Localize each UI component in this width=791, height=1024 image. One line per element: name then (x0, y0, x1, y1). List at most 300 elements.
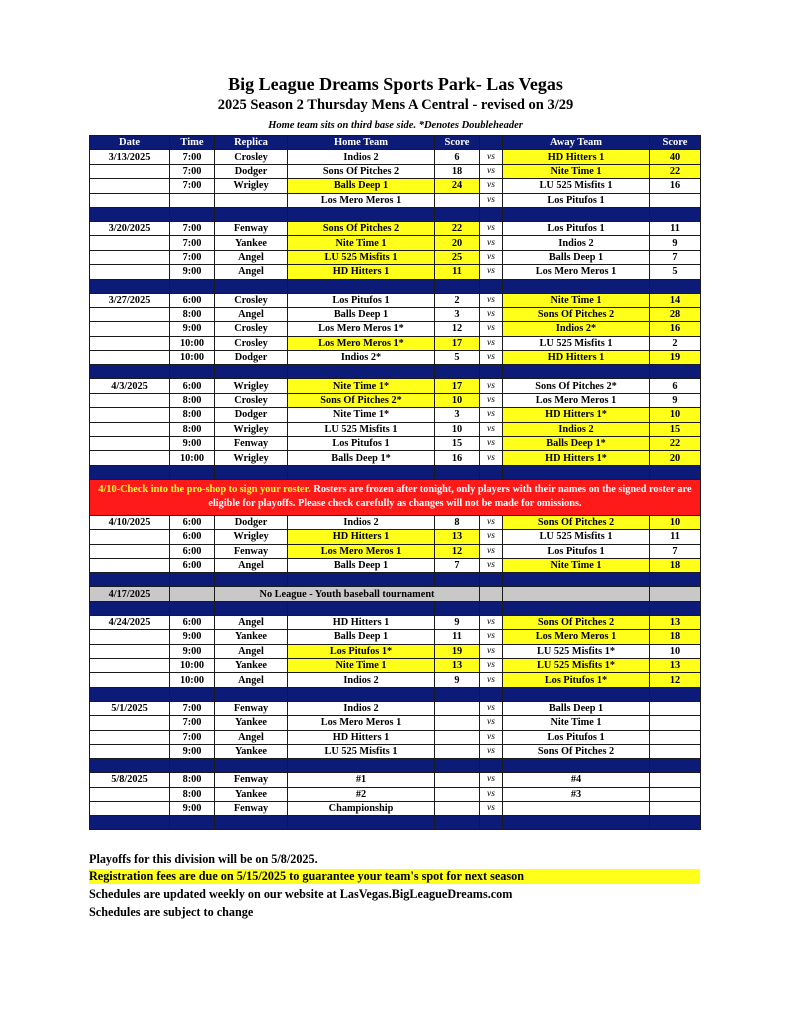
game-date: 4/10/2025 (90, 515, 170, 529)
away-score: 10 (650, 644, 701, 658)
separator-cell (170, 207, 215, 221)
website-note: Schedules are updated weekly on our website at LasVegas.BigLeagueDreams.com (89, 887, 513, 901)
game-time: 8:00 (170, 307, 215, 321)
away-team: Sons Of Pitches 2 (503, 515, 650, 529)
game-time: 9:00 (170, 322, 215, 336)
game-field: Dodger (215, 515, 288, 529)
away-score: 10 (650, 515, 701, 529)
away-score: 11 (650, 221, 701, 235)
game-row (90, 379, 701, 393)
home-score: 15 (435, 437, 480, 451)
game-field: Angel (215, 307, 288, 321)
vs-label: vs (480, 730, 503, 744)
separator-cell (435, 573, 480, 587)
no-league-text: No League - Youth baseball tournament (215, 587, 480, 601)
away-score: 13 (650, 658, 701, 672)
game-row (90, 658, 701, 672)
away-score (650, 744, 701, 758)
game-time: 6:00 (170, 515, 215, 529)
away-team: Nite Time 1 (503, 293, 650, 307)
away-team (503, 802, 650, 816)
game-time: 6:00 (170, 293, 215, 307)
away-score: 6 (650, 379, 701, 393)
home-team: Balls Deep 1 (288, 558, 435, 572)
game-field (215, 193, 288, 207)
home-score: 2 (435, 293, 480, 307)
game-field: Yankee (215, 658, 288, 672)
away-score (650, 730, 701, 744)
game-time: 10:00 (170, 351, 215, 365)
separator-row (90, 207, 701, 221)
game-time: 7:00 (170, 730, 215, 744)
away-team: Indios 2 (503, 422, 650, 436)
table-header-row (90, 136, 701, 150)
game-time: 6:00 (170, 615, 215, 629)
game-row (90, 544, 701, 558)
separator-cell (480, 279, 503, 293)
game-date (90, 802, 170, 816)
away-score: 2 (650, 336, 701, 350)
game-row (90, 437, 701, 451)
vs-label: vs (480, 451, 503, 465)
game-row (90, 393, 701, 407)
vs-label: vs (480, 422, 503, 436)
separator-row (90, 601, 701, 615)
game-date (90, 437, 170, 451)
separator-cell (90, 816, 170, 830)
home-score: 11 (435, 265, 480, 279)
game-row (90, 515, 701, 529)
vs-label: vs (480, 673, 503, 687)
separator-cell (90, 759, 170, 773)
home-score (435, 773, 480, 787)
vs-label: vs (480, 322, 503, 336)
home-team: Indios 2* (288, 351, 435, 365)
page-title: Big League Dreams Sports Park- Las Vegas (228, 74, 563, 94)
home-team: Indios 2 (288, 701, 435, 715)
away-team: #4 (503, 773, 650, 787)
game-row (90, 730, 701, 744)
game-time: 10:00 (170, 336, 215, 350)
separator-cell (503, 279, 650, 293)
separator-cell (435, 279, 480, 293)
game-time: 7:00 (170, 150, 215, 164)
away-score (650, 701, 701, 715)
separator-cell (503, 465, 650, 479)
home-team: Balls Deep 1 (288, 630, 435, 644)
home-score: 9 (435, 615, 480, 629)
separator-cell (288, 365, 435, 379)
separator-cell (435, 365, 480, 379)
game-time: 8:00 (170, 787, 215, 801)
game-date (90, 730, 170, 744)
home-team: Los Mero Meros 1* (288, 322, 435, 336)
game-row (90, 293, 701, 307)
home-team: LU 525 Misfits 1 (288, 250, 435, 264)
game-field: Fenway (215, 544, 288, 558)
game-time: 8:00 (170, 393, 215, 407)
vs-label: vs (480, 393, 503, 407)
away-team: Los Pitufos 1 (503, 193, 650, 207)
game-date (90, 236, 170, 250)
game-row (90, 773, 701, 787)
home-score: 12 (435, 322, 480, 336)
home-score: 19 (435, 644, 480, 658)
away-score (650, 716, 701, 730)
separator-cell (215, 279, 288, 293)
game-row (90, 451, 701, 465)
game-time: 7:00 (170, 236, 215, 250)
away-score: 7 (650, 544, 701, 558)
game-field: Wrigley (215, 179, 288, 193)
home-score: 3 (435, 307, 480, 321)
game-row (90, 644, 701, 658)
game-date (90, 451, 170, 465)
empty-cell (170, 587, 215, 601)
home-score: 10 (435, 422, 480, 436)
game-date: 4/24/2025 (90, 615, 170, 629)
home-team: LU 525 Misfits 1 (288, 744, 435, 758)
registration-note: Registration fees are due on 5/15/2025 to guarantee your team's spot for next season (89, 869, 700, 884)
separator-cell (90, 279, 170, 293)
game-field: Angel (215, 673, 288, 687)
vs-label: vs (480, 193, 503, 207)
game-field: Dodger (215, 164, 288, 178)
game-field: Crosley (215, 322, 288, 336)
separator-cell (435, 207, 480, 221)
game-time: 6:00 (170, 379, 215, 393)
game-row (90, 408, 701, 422)
home-team: Sons Of Pitches 2 (288, 221, 435, 235)
separator-cell (480, 759, 503, 773)
game-date (90, 658, 170, 672)
home-score: 12 (435, 544, 480, 558)
game-field: Wrigley (215, 379, 288, 393)
column-header: Score (650, 136, 701, 150)
separator-cell (503, 207, 650, 221)
away-score: 16 (650, 179, 701, 193)
separator-cell (288, 573, 435, 587)
home-team: Los Mero Meros 1 (288, 193, 435, 207)
vs-label: vs (480, 351, 503, 365)
separator-cell (480, 601, 503, 615)
schedule-body (90, 150, 701, 830)
vs-label: vs (480, 250, 503, 264)
away-team: Nite Time 1 (503, 164, 650, 178)
away-team: #3 (503, 787, 650, 801)
notice-row (90, 479, 701, 515)
game-time: 7:00 (170, 179, 215, 193)
game-time: 9:00 (170, 437, 215, 451)
home-score: 8 (435, 515, 480, 529)
vs-label: vs (480, 530, 503, 544)
vs-label: vs (480, 336, 503, 350)
game-date (90, 673, 170, 687)
separator-cell (650, 279, 701, 293)
home-score (435, 193, 480, 207)
away-team: HD Hitters 1* (503, 451, 650, 465)
vs-label: vs (480, 558, 503, 572)
game-field: Wrigley (215, 422, 288, 436)
separator-cell (90, 465, 170, 479)
game-date: 5/1/2025 (90, 701, 170, 715)
away-team: LU 525 Misfits 1 (503, 530, 650, 544)
vs-label: vs (480, 293, 503, 307)
no-league-date: 4/17/2025 (90, 587, 170, 601)
separator-cell (215, 687, 288, 701)
separator-cell (650, 465, 701, 479)
separator-cell (170, 759, 215, 773)
away-team: Balls Deep 1 (503, 701, 650, 715)
separator-cell (480, 816, 503, 830)
game-date: 4/3/2025 (90, 379, 170, 393)
away-team: Indios 2 (503, 236, 650, 250)
game-date (90, 558, 170, 572)
away-team: Los Pitufos 1 (503, 221, 650, 235)
game-field: Yankee (215, 787, 288, 801)
game-row (90, 336, 701, 350)
away-score (650, 802, 701, 816)
game-row (90, 265, 701, 279)
home-team: Balls Deep 1 (288, 307, 435, 321)
game-time: 6:00 (170, 558, 215, 572)
game-field: Fenway (215, 437, 288, 451)
game-row (90, 221, 701, 235)
home-team: Balls Deep 1 (288, 179, 435, 193)
game-date (90, 164, 170, 178)
game-date (90, 787, 170, 801)
game-field: Yankee (215, 236, 288, 250)
away-score (650, 787, 701, 801)
vs-label: vs (480, 787, 503, 801)
game-row (90, 351, 701, 365)
away-score: 18 (650, 558, 701, 572)
game-row (90, 150, 701, 164)
game-time: 10:00 (170, 673, 215, 687)
game-field: Crosley (215, 293, 288, 307)
game-time: 9:00 (170, 630, 215, 644)
game-field: Fenway (215, 221, 288, 235)
home-score: 13 (435, 530, 480, 544)
separator-cell (650, 601, 701, 615)
home-team: HD Hitters 1 (288, 615, 435, 629)
column-header: Replica (215, 136, 288, 150)
vs-label: vs (480, 408, 503, 422)
game-date (90, 179, 170, 193)
game-time: 7:00 (170, 701, 215, 715)
game-time: 9:00 (170, 744, 215, 758)
away-team: Los Pitufos 1 (503, 730, 650, 744)
away-team: Indios 2* (503, 322, 650, 336)
away-score: 9 (650, 393, 701, 407)
game-field: Fenway (215, 701, 288, 715)
home-score: 10 (435, 393, 480, 407)
away-team: HD Hitters 1 (503, 150, 650, 164)
away-team: Nite Time 1 (503, 558, 650, 572)
separator-cell (503, 573, 650, 587)
separator-cell (170, 465, 215, 479)
away-score: 18 (650, 630, 701, 644)
game-time: 8:00 (170, 422, 215, 436)
game-row (90, 193, 701, 207)
game-row (90, 322, 701, 336)
home-team: Los Pitufos 1 (288, 293, 435, 307)
game-row (90, 701, 701, 715)
game-row (90, 530, 701, 544)
column-header: Score (435, 136, 480, 150)
separator-row (90, 365, 701, 379)
game-time: 7:00 (170, 164, 215, 178)
separator-cell (650, 207, 701, 221)
page-subtitle: 2025 Season 2 Thursday Mens A Central - revised on 3/29 (217, 97, 574, 113)
game-time: 6:00 (170, 530, 215, 544)
vs-label: vs (480, 744, 503, 758)
vs-label: vs (480, 265, 503, 279)
away-score (650, 773, 701, 787)
away-team: LU 525 Misfits 1* (503, 644, 650, 658)
away-team: Los Pitufos 1* (503, 673, 650, 687)
game-row (90, 673, 701, 687)
separator-cell (288, 207, 435, 221)
separator-cell (435, 687, 480, 701)
away-score: 11 (650, 530, 701, 544)
game-date (90, 193, 170, 207)
vs-label: vs (480, 150, 503, 164)
notice-lead: 4/10-Check into the pro-shop to sign your roster. (98, 483, 311, 495)
separator-cell (435, 759, 480, 773)
separator-cell (288, 279, 435, 293)
game-date (90, 393, 170, 407)
game-field: Wrigley (215, 451, 288, 465)
vs-label: vs (480, 179, 503, 193)
away-score: 12 (650, 673, 701, 687)
game-field: Crosley (215, 150, 288, 164)
home-team: Los Mero Meros 1 (288, 716, 435, 730)
subject-to-change-note: Schedules are subject to change (89, 905, 254, 919)
game-date (90, 716, 170, 730)
home-team: Nite Time 1* (288, 379, 435, 393)
home-team: Indios 2 (288, 515, 435, 529)
separator-cell (170, 279, 215, 293)
home-team: HD Hitters 1 (288, 265, 435, 279)
home-team: #2 (288, 787, 435, 801)
separator-cell (90, 687, 170, 701)
game-field: Angel (215, 558, 288, 572)
game-date (90, 408, 170, 422)
away-score: 9 (650, 236, 701, 250)
away-score: 7 (650, 250, 701, 264)
separator-row (90, 816, 701, 830)
away-team: HD Hitters 1 (503, 351, 650, 365)
home-score (435, 744, 480, 758)
separator-cell (288, 816, 435, 830)
home-score: 22 (435, 221, 480, 235)
game-field: Dodger (215, 351, 288, 365)
separator-cell (435, 816, 480, 830)
separator-cell (90, 207, 170, 221)
separator-cell (170, 573, 215, 587)
away-team: Nite Time 1 (503, 716, 650, 730)
game-row (90, 744, 701, 758)
empty-cell (650, 587, 701, 601)
separator-cell (480, 365, 503, 379)
game-date (90, 351, 170, 365)
away-score: 13 (650, 615, 701, 629)
game-row (90, 164, 701, 178)
separator-cell (170, 816, 215, 830)
game-field: Crosley (215, 393, 288, 407)
game-time (170, 193, 215, 207)
game-time: 7:00 (170, 221, 215, 235)
vs-label: vs (480, 437, 503, 451)
column-header (480, 136, 503, 150)
home-team: HD Hitters 1 (288, 530, 435, 544)
separator-cell (503, 816, 650, 830)
separator-cell (435, 601, 480, 615)
home-team: Indios 2 (288, 673, 435, 687)
away-score: 15 (650, 422, 701, 436)
separator-cell (288, 601, 435, 615)
away-score: 19 (650, 351, 701, 365)
separator-cell (215, 207, 288, 221)
away-team: Los Pitufos 1 (503, 544, 650, 558)
game-field: Angel (215, 250, 288, 264)
separator-cell (215, 465, 288, 479)
away-team: Sons Of Pitches 2 (503, 744, 650, 758)
away-score: 22 (650, 437, 701, 451)
game-time: 10:00 (170, 658, 215, 672)
away-team: Sons Of Pitches 2 (503, 615, 650, 629)
separator-cell (650, 573, 701, 587)
separator-cell (650, 759, 701, 773)
column-header: Away Team (503, 136, 650, 150)
empty-cell (503, 587, 650, 601)
vs-label: vs (480, 221, 503, 235)
away-score: 16 (650, 322, 701, 336)
home-team: Sons Of Pitches 2* (288, 393, 435, 407)
home-score: 3 (435, 408, 480, 422)
away-score: 5 (650, 265, 701, 279)
empty-cell (480, 587, 503, 601)
separator-cell (215, 365, 288, 379)
roster-notice (90, 479, 701, 515)
game-field: Fenway (215, 773, 288, 787)
home-score: 17 (435, 336, 480, 350)
separator-cell (503, 687, 650, 701)
home-team: #1 (288, 773, 435, 787)
game-date: 3/20/2025 (90, 221, 170, 235)
column-header: Home Team (288, 136, 435, 150)
game-date (90, 336, 170, 350)
game-field: Yankee (215, 716, 288, 730)
game-date (90, 744, 170, 758)
home-team: Los Pitufos 1* (288, 644, 435, 658)
game-date (90, 422, 170, 436)
game-row (90, 179, 701, 193)
away-team: Los Mero Meros 1 (503, 630, 650, 644)
home-score: 16 (435, 451, 480, 465)
separator-cell (503, 365, 650, 379)
separator-cell (435, 465, 480, 479)
game-row (90, 558, 701, 572)
home-team: LU 525 Misfits 1 (288, 422, 435, 436)
home-score: 9 (435, 673, 480, 687)
game-row (90, 250, 701, 264)
vs-label: vs (480, 644, 503, 658)
game-time: 7:00 (170, 716, 215, 730)
game-field: Angel (215, 644, 288, 658)
separator-cell (170, 687, 215, 701)
